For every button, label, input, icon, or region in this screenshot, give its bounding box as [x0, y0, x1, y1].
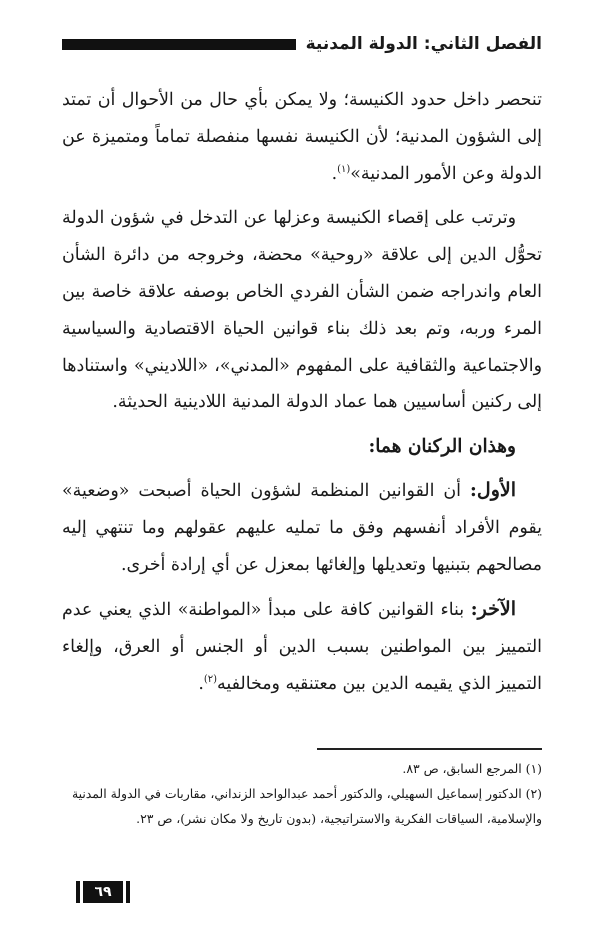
footnote-ref-2: (٢) [203, 674, 218, 686]
paragraph-church-quote [62, 82, 542, 192]
page-number-bar-right [126, 881, 130, 903]
first-pillar-text: أن القوانين المنظمة لشؤون الحياة أصبحت «وضعية» يقوم الأفراد أنفسهم وفق ما تمليه عليهم عقولهم وما تنتهي إليه مصالحهم بتبنيها وتعديلها وإلغائها بمعزل عن أي إرادة أخرى. [62, 480, 542, 575]
paragraph-text: تنحصر داخل حدود الكنيسة؛ ولا يمكن بأي حال من الأحوال أن تمتد إلى الشؤون المدنية؛ لأن الكنيسة نفسها منفصلة تماماً ومتميزة عن الدولة وعن الأمور المدنية» [62, 90, 542, 184]
running-header [62, 30, 542, 58]
footnote-separator [317, 748, 542, 750]
page-number-bar-left [76, 881, 80, 903]
footnote-1: (١) المرجع السابق، ص ٨٣. [402, 761, 542, 776]
second-pillar-text: بناء القوانين كافة على مبدأ «المواطنة» الذي يعني عدم التمييز بين المواطنين بسبب الدين أو الجنس أو العرق، وإلغاء التمييز الذي يقيمه الدين بين معتنقيه ومخالفيه [62, 600, 542, 694]
subheading-two-pillars: وهذان الركنان هما: [368, 436, 516, 458]
footnote-2: (٢) الدكتور إسماعيل السهيلي، والدكتور أحمد عبدالواحد الزنداني، مقاربات في الدولة المدنية والإسلامية، السياقات الفكرية والاستراتيجية، (بدون تاريخ ولا مكان نشر)، ص ٢٣. [71, 786, 542, 826]
term-second: الآخر: [470, 598, 516, 621]
footnotes [56, 756, 542, 831]
term-first: الأول: [469, 478, 516, 501]
paragraph-first-pillar [62, 472, 542, 583]
page-number: ٦٩ [83, 881, 123, 903]
chapter-title: الفصل الثاني: الدولة المدنية [305, 34, 542, 54]
body-text [62, 82, 542, 711]
footnote-ref-1: (١) [337, 163, 351, 175]
paragraph-end: . [331, 163, 338, 184]
paragraph-end: . [198, 673, 204, 694]
page-number-block [76, 881, 130, 903]
header-rule-bar [62, 39, 296, 50]
paragraph-consequences: وترتب على إقصاء الكنيسة وعزلها عن التدخل في شؤون الدولة تحوُّل الدين إلى علاقة «روحية» محضة، وخروجه من دائرة الشأن العام واندراجه ضمن الشأن الفردي الخاص بوصفه علاقة خاصة بين المرء وربه، وتم بعد ذلك بناء قوانين الحياة الاقتصادية والسياسية والاجتماعية والثقافية على المفهوم «المدني»، «اللاديني» واستنادها إلى ركنين أساسيين هما عماد الدولة المدنية اللادينية الحديثة. [62, 208, 542, 413]
paragraph-second-pillar [62, 591, 542, 702]
